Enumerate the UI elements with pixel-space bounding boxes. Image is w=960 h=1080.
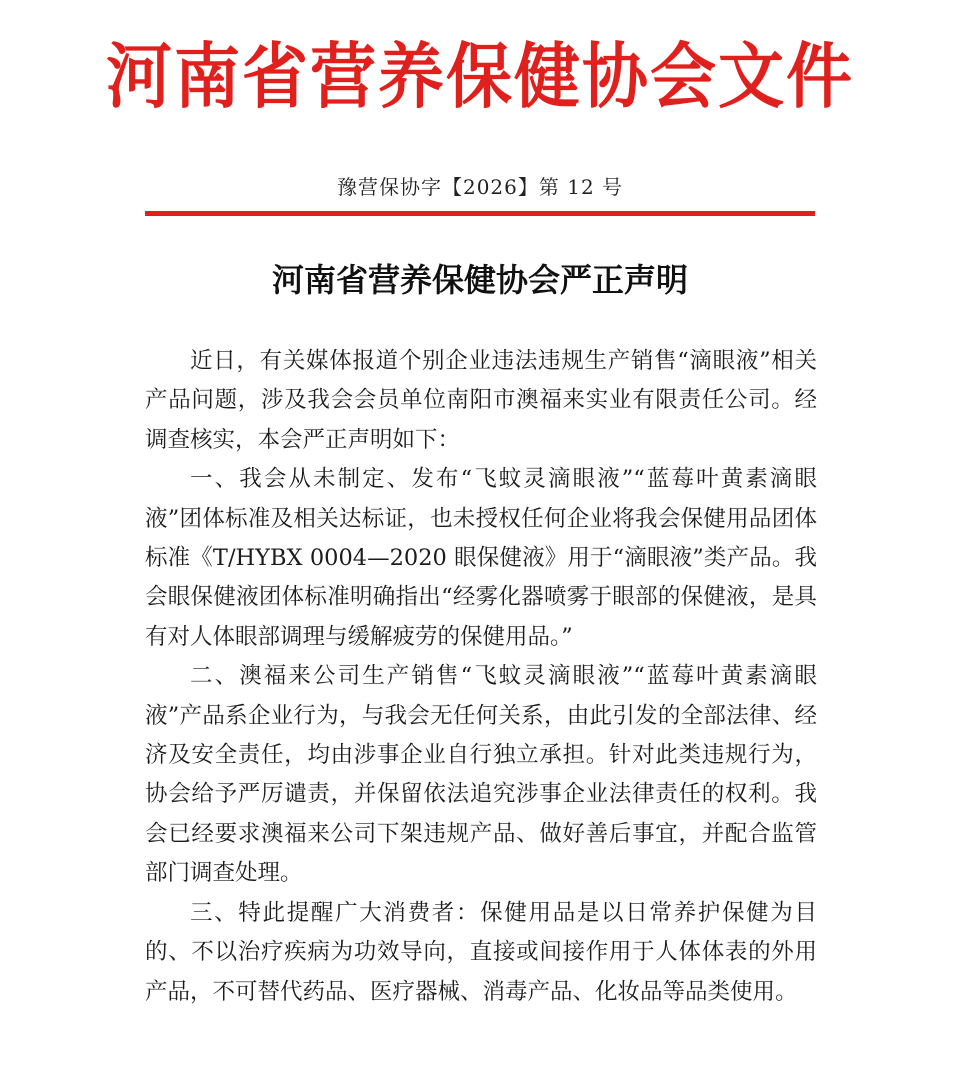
paragraph-point-3: 三、特此提醒广大消费者：保健用品是以日常养护保健为目的、不以治疗疾病为功效导向，直接或间接作用于人体体表的外用产品，不可替代药品、医疗器械、消毒产品、化妆品等品类使用。 bbox=[145, 899, 817, 1005]
document-title: 河南省营养保健协会严正声明 bbox=[271, 261, 688, 299]
document-body bbox=[145, 342, 817, 1012]
paragraph-point-1: 一、我会从未制定、发布“飞蚊灵滴眼液”“蓝莓叶黄素滴眼液”团体标准及相关达标证，也未授权任何企业将我会保健用品团体标准《T/HYBX 0004—2020 眼保健液》用于“滴眼液”类产品。我会眼保健液团体标准明确指出“经雾化器喷雾于眼部的保健液，是具有对人体眼部调理与缓解疲劳的保健用品。” bbox=[145, 466, 817, 650]
paragraph-point-2: 二、澳福来公司生产销售“飞蚊灵滴眼液”“蓝莓叶黄素滴眼液”产品系企业行为，与我会无任何关系，由此引发的全部法律、经济及安全责任，均由涉事企业自行独立承担。针对此类违规行为，协会给予严厉谴责，并保留依法追究涉事企业法律责任的权利。我会已经要求澳福来公司下架违规产品、做好善后事宜，并配合监管部门调查处理。 bbox=[145, 663, 817, 887]
organization-header: 河南省营养保健协会文件 bbox=[106, 35, 854, 119]
document-number: 豫营保协字【2026】第 12 号 bbox=[336, 175, 624, 199]
red-divider-line bbox=[145, 211, 815, 216]
paragraph-intro: 近日，有关媒体报道个别企业违法违规生产销售“滴眼液”相关产品问题，涉及我会会员单位南阳市澳福来实业有限责任公司。经调查核实，本会严正声明如下： bbox=[145, 348, 817, 453]
